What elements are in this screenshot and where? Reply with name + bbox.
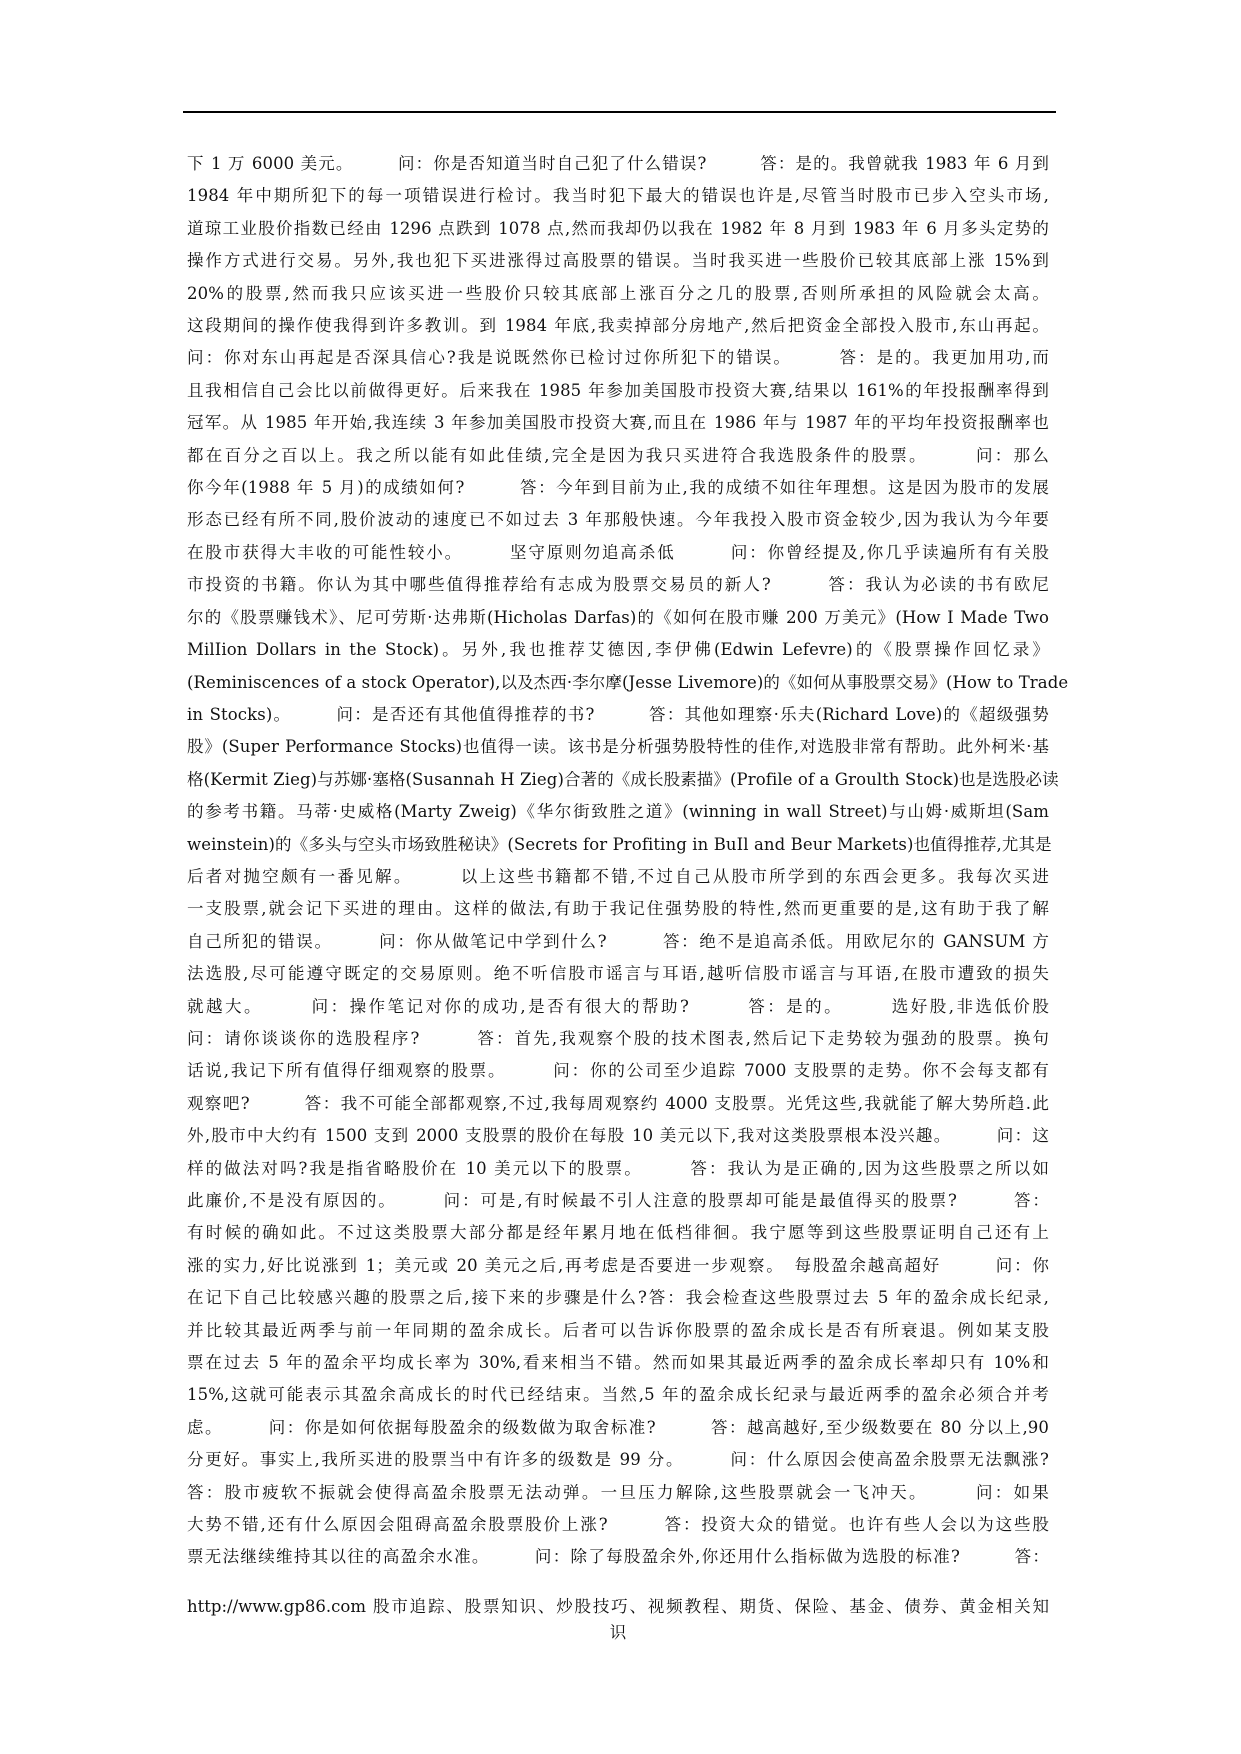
text-line: weinstein)的《多头与空头市场致胜秘诀》(Secrets for Profiting in BuIl and Beur Markets)也值得推荐,尤其是: [187, 834, 1052, 854]
text-line: 后者对抛空颇有一番见解。 以上这些书籍都不错,不过自己从股市所学到的东西会更多。我每次买进: [187, 866, 1049, 886]
text-line: 形态已经有所不同,股价波动的速度已不如过去 3 年那般快速。今年我投入股市资金较少,因为我认为今年要: [187, 510, 1049, 530]
article-body: [187, 148, 1069, 1574]
text-line: 1984 年中期所犯下的每一项错误进行检讨。我当时犯下最大的错误也许是,尽管当时股市已步入空头市场,: [187, 186, 1049, 206]
header-rule: [183, 111, 1056, 113]
text-line: 问：你对东山再起是否深具信心?我是说既然你已检讨过你所犯下的错误。 答：是的。我更加用功,而: [187, 348, 1049, 368]
text-line: 20%的股票,然而我只应该买进一些股价只较其底部上涨百分之几的股票,否则所承担的风险就会太高。: [187, 283, 1049, 303]
text-line: 在股市获得大丰收的可能性较小。 坚守原则勿追高杀低 问：你曾经提及,你几乎读遍所有有关股: [187, 542, 1049, 562]
text-line: 分更好。事实上,我所买进的股票当中有许多的级数是 99 分。 问：什么原因会使高盈余股票无法飘涨?: [187, 1450, 1049, 1470]
text-line: 此廉价,不是没有原因的。 问：可是,有时候最不引人注意的股票却可能是最值得买的股票? 答：: [187, 1191, 1049, 1210]
text-line: 市投资的书籍。你认为其中哪些值得推荐给有志成为股票交易员的新人? 答：我认为必读的书有欧尼: [187, 575, 1049, 595]
text-line: 有时候的确如此。不过这类股票大部分都是经年累月地在低档徘徊。我宁愿等到这些股票证明自己还有上: [187, 1223, 1049, 1243]
footer-link-text[interactable]: http://www.gp86.com 股市追踪、股票知识、炒股技巧、视频教程、期货、保险、基金、债券、黄金相关知: [187, 1597, 1049, 1616]
text-line: 都在百分之百以上。我之所以能有如此佳绩,完全是因为我只买进符合我选股条件的股票。 问：那么: [187, 445, 1049, 465]
text-line: 虑。 问：你是如何依据每股盈余的级数做为取舍标准? 答：越高越好,至少级数要在 80 分以上,90: [187, 1417, 1049, 1437]
text-line: 一支股票,就会记下买进的理由。这样的做法,有助于我记住强势股的特性,然而更重要的是,这有助于我了解: [187, 899, 1049, 919]
text-line: 话说,我记下所有值得仔细观察的股票。 问：你的公司至少追踪 7000 支股票的走势。你不会每支都有: [187, 1061, 1049, 1081]
text-line: (Reminiscences of a stock Operator),以及杰西·李尔摩(Jesse Livemore)的《如何从事股票交易》(How to Trade: [187, 672, 1069, 692]
text-line: 15%,这就可能表示其盈余高成长的时代已经结束。当然,5 年的盈余成长纪录与最近两季的盈余必须合并考: [187, 1385, 1049, 1405]
text-line: 样的做法对吗?我是指省略股价在 10 美元以下的股票。 答：我认为是正确的,因为这些股票之所以如: [187, 1158, 1049, 1178]
text-line: 的参考书籍。马蒂·史威格(Marty Zweig)《华尔街致胜之道》(winning in wall Street)与山姆·威斯坦(Sam: [187, 802, 1049, 822]
text-line: 股》(Super Performance Stocks)也值得一读。该书是分析强势股特性的佳作,对选股非常有帮助。此外柯米·基: [187, 737, 1049, 757]
text-line: 观察吧? 答：我不可能全部都观察,不过,我每周观察约 4000 支股票。光凭这些,我就能了解大势所趋.此: [187, 1093, 1049, 1113]
text-line: 且我相信自己会比以前做得更好。后来我在 1985 年参加美国股市投资大赛,结果以 161%的年投报酬率得到: [187, 380, 1049, 400]
text-line: 答：股市疲软不振就会使得高盈余股票无法动弹。一旦压力解除,这些股票就会一飞冲天。 问：如果: [187, 1482, 1049, 1502]
text-line: 外,股市中大约有 1500 支到 2000 支股票的股价在每股 10 美元以下,我对这类股票根本没兴趣。 问：这: [187, 1126, 1049, 1146]
text-line: 你今年(1988 年 5 月)的成绩如何? 答：今年到目前为止,我的成绩不如往年理想。这是因为股市的发展: [187, 478, 1049, 498]
text-line: 这段期间的操作使我得到许多教训。到 1984 年底,我卖掉部分房地产,然后把资金全部投入股市,东山再起。: [187, 316, 1049, 336]
text-line: 就越大。 问：操作笔记对你的成功,是否有很大的帮助? 答：是的。 选好股,非选低价股: [187, 996, 1049, 1016]
text-line: 尔的《股票赚钱术》、尼可劳斯·达弗斯(Hicholas Darfas)的《如何在股市赚 200 万美元》(How I Made Two: [187, 607, 1049, 627]
text-line: 并比较其最近两季与前一年同期的盈余成长。后者可以告诉你股票的盈余成长是否有所衰退。例如某支股: [187, 1320, 1049, 1340]
text-line: in Stocks)。 问：是否还有其他值得推荐的书? 答：其他如理察·乐夫(Richard Love)的《超级强势: [187, 704, 1049, 724]
text-line: 道琼工业股价指数已经由 1296 点跌到 1078 点,然而我却仍以我在 1982 年 8 月到 1983 年 6 月多头定势的: [187, 218, 1049, 238]
text-line: 格(Kermit Zieg)与苏娜·塞格(Susannah H Zieg)合著的《成长股素描》(Profile of a Groulth Stock)也是选股必读: [187, 769, 1059, 789]
page-footer: [187, 1594, 1049, 1646]
text-line: 操作方式进行交易。另外,我也犯下买进涨得过高股票的错误。当时我买进一些股价已较其底部上涨 15%到: [187, 251, 1049, 271]
text-line: 票在过去 5 年的盈余平均成长率为 30%,看来相当不错。然而如果其最近两季的盈余成长率却只有 10%和: [187, 1353, 1049, 1373]
text-line: 票无法继续维持其以往的高盈余水准。 问：除了每股盈余外,你还用什么指标做为选股的标准? 答：: [187, 1547, 1049, 1567]
text-line: 下 1 万 6000 美元。 问：你是否知道当时自己犯了什么错误? 答：是的。我曾就我 1983 年 6 月到: [187, 154, 1049, 173]
text-line: 在记下自己比较感兴趣的股票之后,接下来的步骤是什么?答：我会检查这些股票过去 5 年的盈余成长纪录,: [187, 1288, 1049, 1308]
text-line: 问：请你谈谈你的选股程序? 答：首先,我观察个股的技术图表,然后记下走势较为强劲的股票。换句: [187, 1028, 1049, 1048]
text-line: MilIion Dollars in the Stock)。另外,我也推荐艾德因,李伊佛(Edwin Lefevre)的《股票操作回忆录》: [187, 640, 1049, 660]
text-line: 自己所犯的错误。 问：你从做笔记中学到什么? 答：绝不是追高杀低。用欧尼尔的 GANSUM 方: [187, 931, 1049, 951]
text-line: 冠军。从 1985 年开始,我连续 3 年参加美国股市投资大赛,而且在 1986 年与 1987 年的平均年投资报酬率也: [187, 413, 1049, 433]
text-line: 大势不错,还有什么原因会阻碍高盈余股票股价上涨? 答：投资大众的错觉。也许有些人会以为这些股: [187, 1515, 1049, 1535]
text-line: 法选股,尽可能遵守既定的交易原则。绝不听信股市谣言与耳语,越听信股市谣言与耳语,在股市遭致的损失: [187, 964, 1049, 984]
text-line: 涨的实力,好比说涨到 1；美元或 20 美元之后,再考虑是否要进一步观察。 每股盈余越高超好 问：你: [187, 1255, 1049, 1275]
footer-text-continuation: 识: [609, 1623, 627, 1642]
